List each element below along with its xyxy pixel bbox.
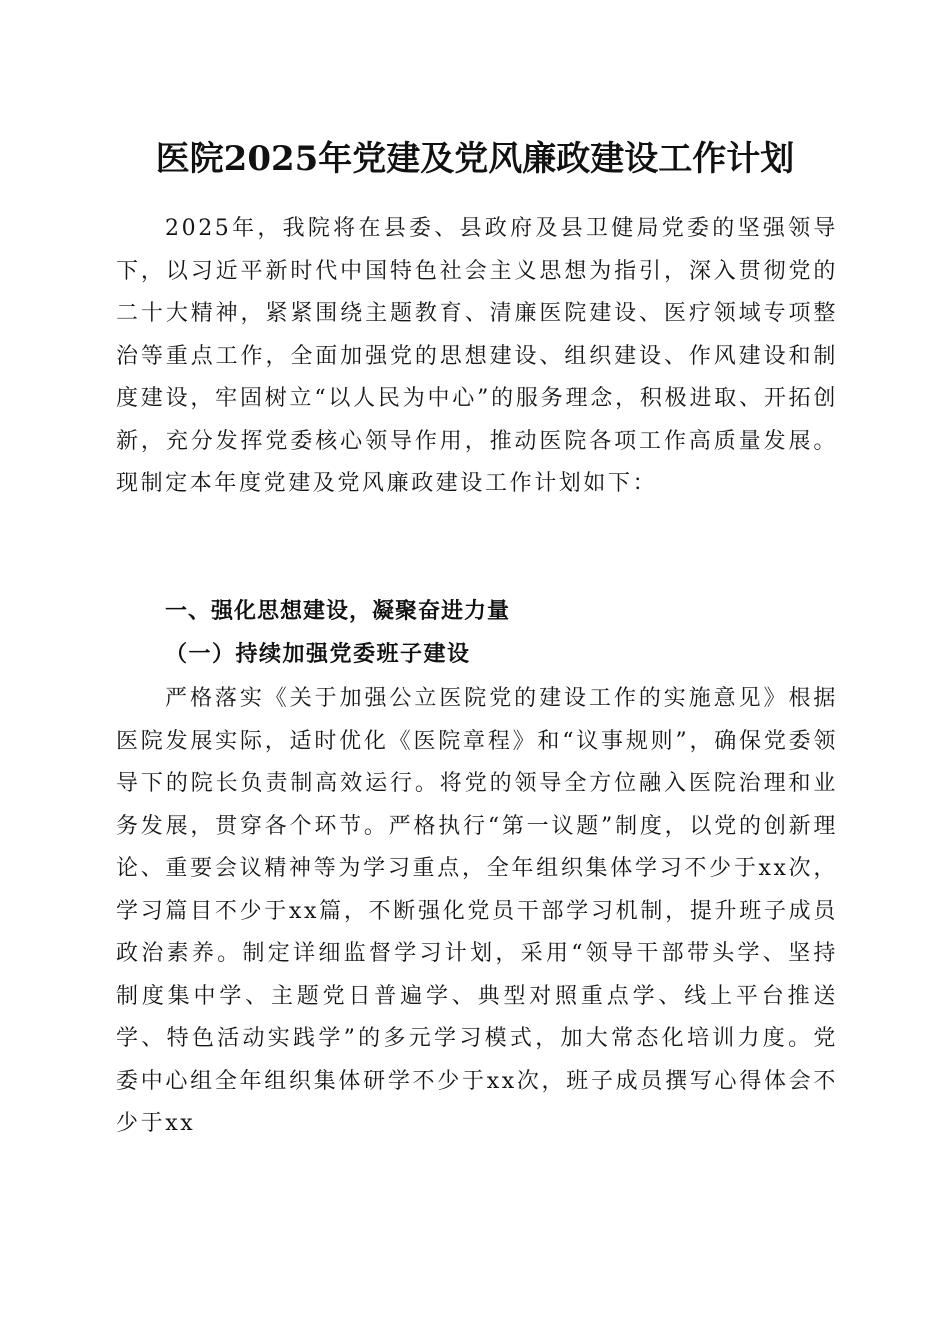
section-heading-1: 一、强化思想建设，凝聚奋进力量 <box>165 599 511 624</box>
subsection-heading-1: （一）持续加强党委班子建设 <box>165 641 471 667</box>
intro-section <box>116 208 838 506</box>
intro-paragraph: 2025年，我院将在县委、县政府及县卫健局党委的坚强领导下，以习近平新时代中国特色社会主义思想为指引，深入贯彻党的二十大精神，紧紧围绕主题教育、清廉医院建设、医疗领域专项整治等重点工作，全面加强党的思想建设、组织建设、作风建设和制度建设，牢固树立“以人民为中心”的服务理念，积极进取、开拓创新，充分发挥党委核心领导作用，推动医院各项工作高质量发展。现制定本年度党建及党风廉政建设工作计划如下： <box>116 216 838 496</box>
subsection-1-section <box>116 678 838 1146</box>
subsection-1-paragraph: 严格落实《关于加强公立医院党的建设工作的实施意见》根据医院发展实际，适时优化《医院章程》和“议事规则”，确保党委领导下的院长负责制高效运行。将党的领导全方位融入医院治理和业务发展，贯穿各个环节。严格执行“第一议题”制度，以党的创新理论、重要会议精神等为学习重点，全年组织集体学习不少于xx次，学习篇目不少于xx篇，不断强化党员干部学习机制，提升班子成员政治素养。制定详细监督学习计划，采用“领导干部带头学、坚持制度集中学、主题党日普遍学、典型对照重点学、线上平台推送学、特色活动实践学”的多元学习模式，加大常态化培训力度。党委中心组全年组织集体研学不少于xx次，班子成员撰写心得体会不少于xx <box>116 686 838 1136</box>
document-title: 医院2025年党建及党风廉政建设工作计划 <box>155 139 795 179</box>
